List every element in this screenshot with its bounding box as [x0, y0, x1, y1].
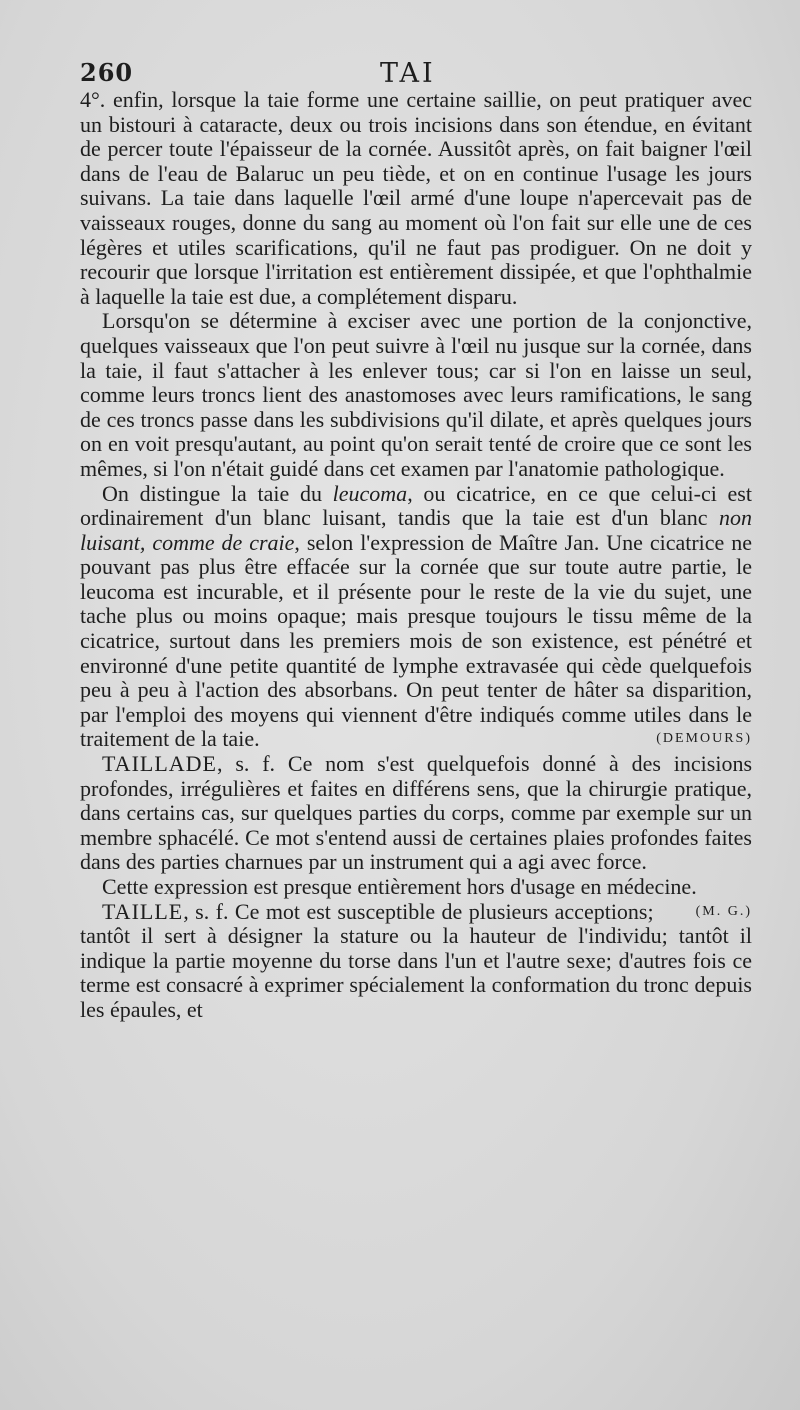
entry-taillade-text: , s. f. Ce nom s'est quelquefois donné à des incisions profondes, irrégulières et faites en différens sens, que la chirurgie pratique, dans certains cas, sur quelques parties du corps, comme par exemple sur un membre sphacélé. Ce mot s'entend aussi de certaines plaies profondes faites dans des parties charnues par un instrument qui a agi avec force.	[80, 751, 752, 875]
quote-non-luisant: non luisant, comme de craie	[80, 505, 752, 555]
author-signature-mg: (M. G.)	[695, 903, 752, 919]
entry-taillade	[80, 752, 752, 875]
running-head: TAI	[380, 58, 436, 89]
entry-taille-text: , s. f. Ce mot est susceptible de plusieurs acceptions; tantôt il sert à désigner la stature ou la hauteur de l'individu; tantôt il indique la partie moyenne du torse dans l'un et l'autre sexe; d'autres fois ce terme est consacré à exprimer spécialement la conformation du tronc depuis les épaules, et	[80, 898, 752, 1022]
entry-taille	[80, 900, 752, 1023]
paragraph-3-text-a: On distingue la taie du	[102, 480, 333, 506]
paragraph-5-text: Cette expression est presque entièrement hors d'usage en médecine.	[102, 874, 697, 899]
paragraph-3	[80, 482, 752, 753]
headword-taillade: TAILLADE	[102, 751, 217, 777]
paragraph-2: Lorsqu'on se détermine à exciser avec une portion de la conjonctive, quelques vaisseaux que l'on peut suivre à l'œil nu jusque sur la cornée, dans la taie, il faut s'attacher à les enlever tous; car si l'on en laisse un seul, comme leurs troncs lient des anastomoses avec leurs ramifications, le sang de ces troncs passe dans les subdivisions qu'il dilate, et après quelques jours on en voit presqu'autant, au point qu'on serait tenté de croire que ce sont les mêmes, si l'on n'était guidé dans cet examen par l'anatomie pathologique.	[80, 308, 752, 481]
term-leucoma: leucoma	[332, 480, 408, 506]
headword-taille: TAILLE	[102, 898, 184, 924]
author-signature-demours: (DEMOURS)	[656, 731, 752, 747]
paragraph-1: 4°. enfin, lorsque la taie forme une certaine saillie, on peut pratiquer avec un bistouri à cataracte, deux ou trois incisions dans son étendue, en évitant de percer toute l'épaisseur de la cornée. Aussitôt après, on fait baigner l'œil dans de l'eau de Balaruc un peu tiède, et on en continue l'usage les jours suivans. La taie dans laquelle l'œil armé d'une loupe n'apercevait pas de vaisseaux rouges, donne du sang au moment où l'on fait sur elle une de ces légères et utiles scarifications, qu'il ne faut pas prodiguer. On ne doit y recourir que lorsque l'irritation est entièrement dissipée, et que l'ophthalmie à laquelle la taie est due, a complétement disparu.	[80, 87, 752, 309]
paragraph-3-text-e: , selon l'expression de Maître Jan. Une cicatrice ne pouvant pas plus être effacée sur la cornée que sur toute autre partie, le leucoma est incurable, et il présente pour le reste de la vie du sujet, une tache plus ou moins opaque; mais presque toujours le tissu même de la cicatrice, surtout dans les premiers mois de son existence, est pénétré et environné d'une petite quantité de lymphe extravasée qui cède quelquefois peu à peu à l'action des absorbans. On peut tenter de hâter sa disparition, par l'emploi des moyens qui viennent d'être indiqués comme utiles dans le traitement de la taie.	[80, 529, 752, 752]
page-number: 260	[80, 58, 134, 87]
paragraph-3-text-c: , ou cicatrice, en ce que celui-ci est ordinairement d'un blanc luisant, tandis que la taie est d'un blanc	[80, 480, 752, 531]
body-text	[80, 88, 752, 1023]
